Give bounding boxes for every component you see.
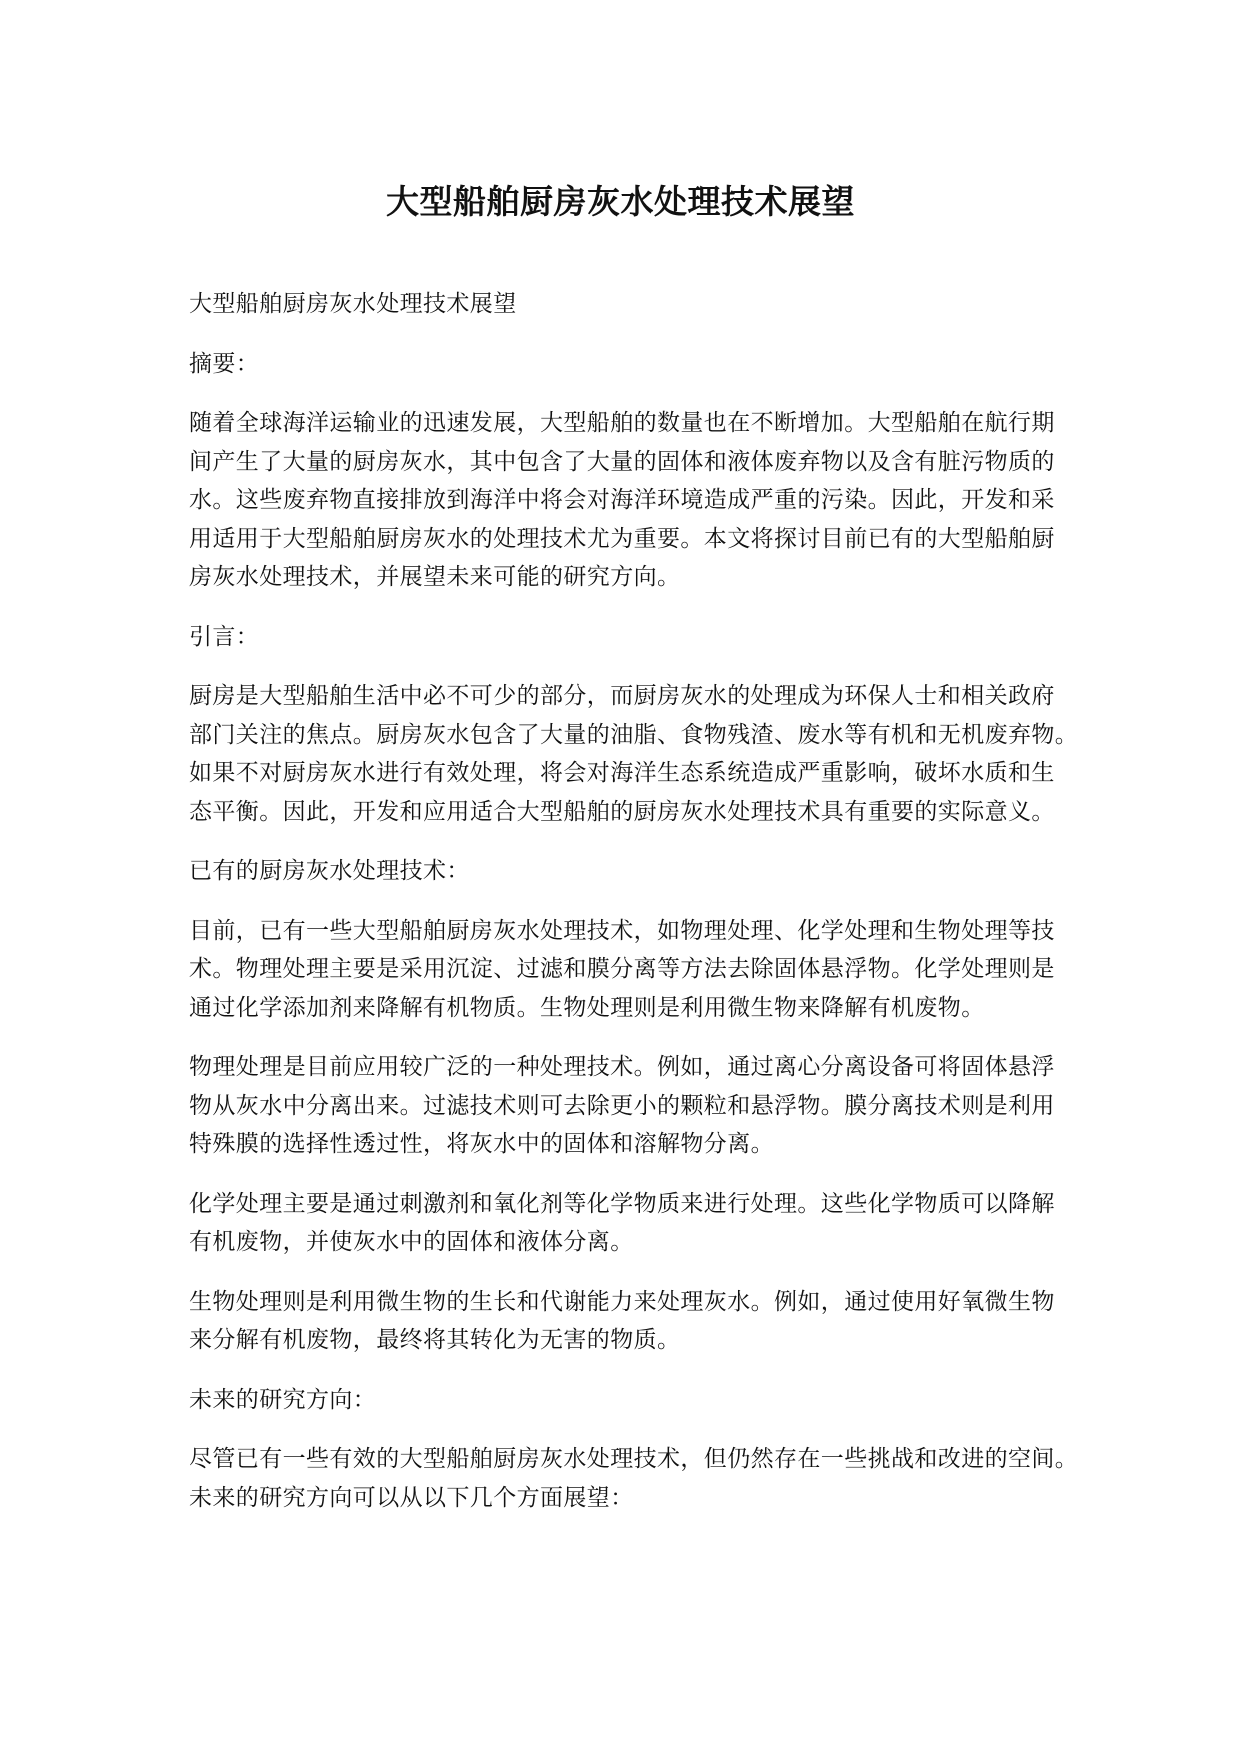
subtitle-paragraph: 大型船舶厨房灰水处理技术展望 (189, 291, 517, 317)
physical-treatment-paragraph: 物理处理是目前应用较广泛的一种处理技术。例如，通过离心分离设备可将固体悬浮 物从灰水中分离出来。过滤技术则可去除更小的颗粒和悬浮物。膜分离技术则是利用 特殊膜的选择性透过性，将灰水中的固体和溶解物分离。 (189, 1054, 1055, 1157)
introduction-heading: 引言： (189, 623, 260, 650)
future-research-paragraph: 尽管已有一些有效的大型船舶厨房灰水处理技术，但仍然存在一些挑战和改进的空间。 未来的研究方向可以从以下几个方面展望： (189, 1446, 1079, 1511)
introduction-paragraph: 厨房是大型船舶生活中必不可少的部分，而厨房灰水的处理成为环保人士和相关政府 部门关注的焦点。厨房灰水包含了大量的油脂、食物残渣、废水等有机和无机废弃物。 如果不对厨房灰水进行有效处理，将会对海洋生态系统造成严重影响，破坏水质和生 态平衡。因此，开发和应用适合大型船舶的厨房灰水处理技术具有重要的实际意义。 (189, 683, 1079, 825)
existing-tech-heading: 已有的厨房灰水处理技术： (189, 858, 470, 884)
abstract-heading: 摘要： (189, 350, 260, 377)
future-research-heading: 未来的研究方向： (189, 1386, 377, 1413)
chemical-treatment-paragraph: 化学处理主要是通过刺激剂和氧化剂等化学物质来进行处理。这些化学物质可以降解 有机废物，并使灰水中的固体和液体分离。 (189, 1190, 1055, 1255)
abstract-paragraph: 随着全球海洋运输业的迅速发展，大型船舶的数量也在不断增加。大型船舶在航行期 间产生了大量的厨房灰水，其中包含了大量的固体和液体废弃物以及含有脏污物质的 水。这些废弃物直接排放到海洋中将会对海洋环境造成严重的污染。因此，开发和采 用适用于大型船舶厨房灰水的处理技术尤为重要。本文将探讨目前已有的大型船舶厨 房灰水处理技术，并展望未来可能的研究方向。 (189, 410, 1055, 590)
document-body (189, 285, 1089, 1538)
document-title: 大型船舶厨房灰水处理技术展望 (386, 182, 855, 221)
biological-treatment-paragraph: 生物处理则是利用微生物的生长和代谢能力来处理灰水。例如，通过使用好氧微生物 来分解有机废物，最终将其转化为无害的物质。 (189, 1288, 1055, 1353)
existing-tech-paragraph: 目前，已有一些大型船舶厨房灰水处理技术，如物理处理、化学处理和生物处理等技 术。物理处理主要是采用沉淀、过滤和膜分离等方法去除固体悬浮物。化学处理则是 通过化学添加剂来降解有机物质。生物处理则是利用微生物来降解有机废物。 (189, 917, 1055, 1021)
